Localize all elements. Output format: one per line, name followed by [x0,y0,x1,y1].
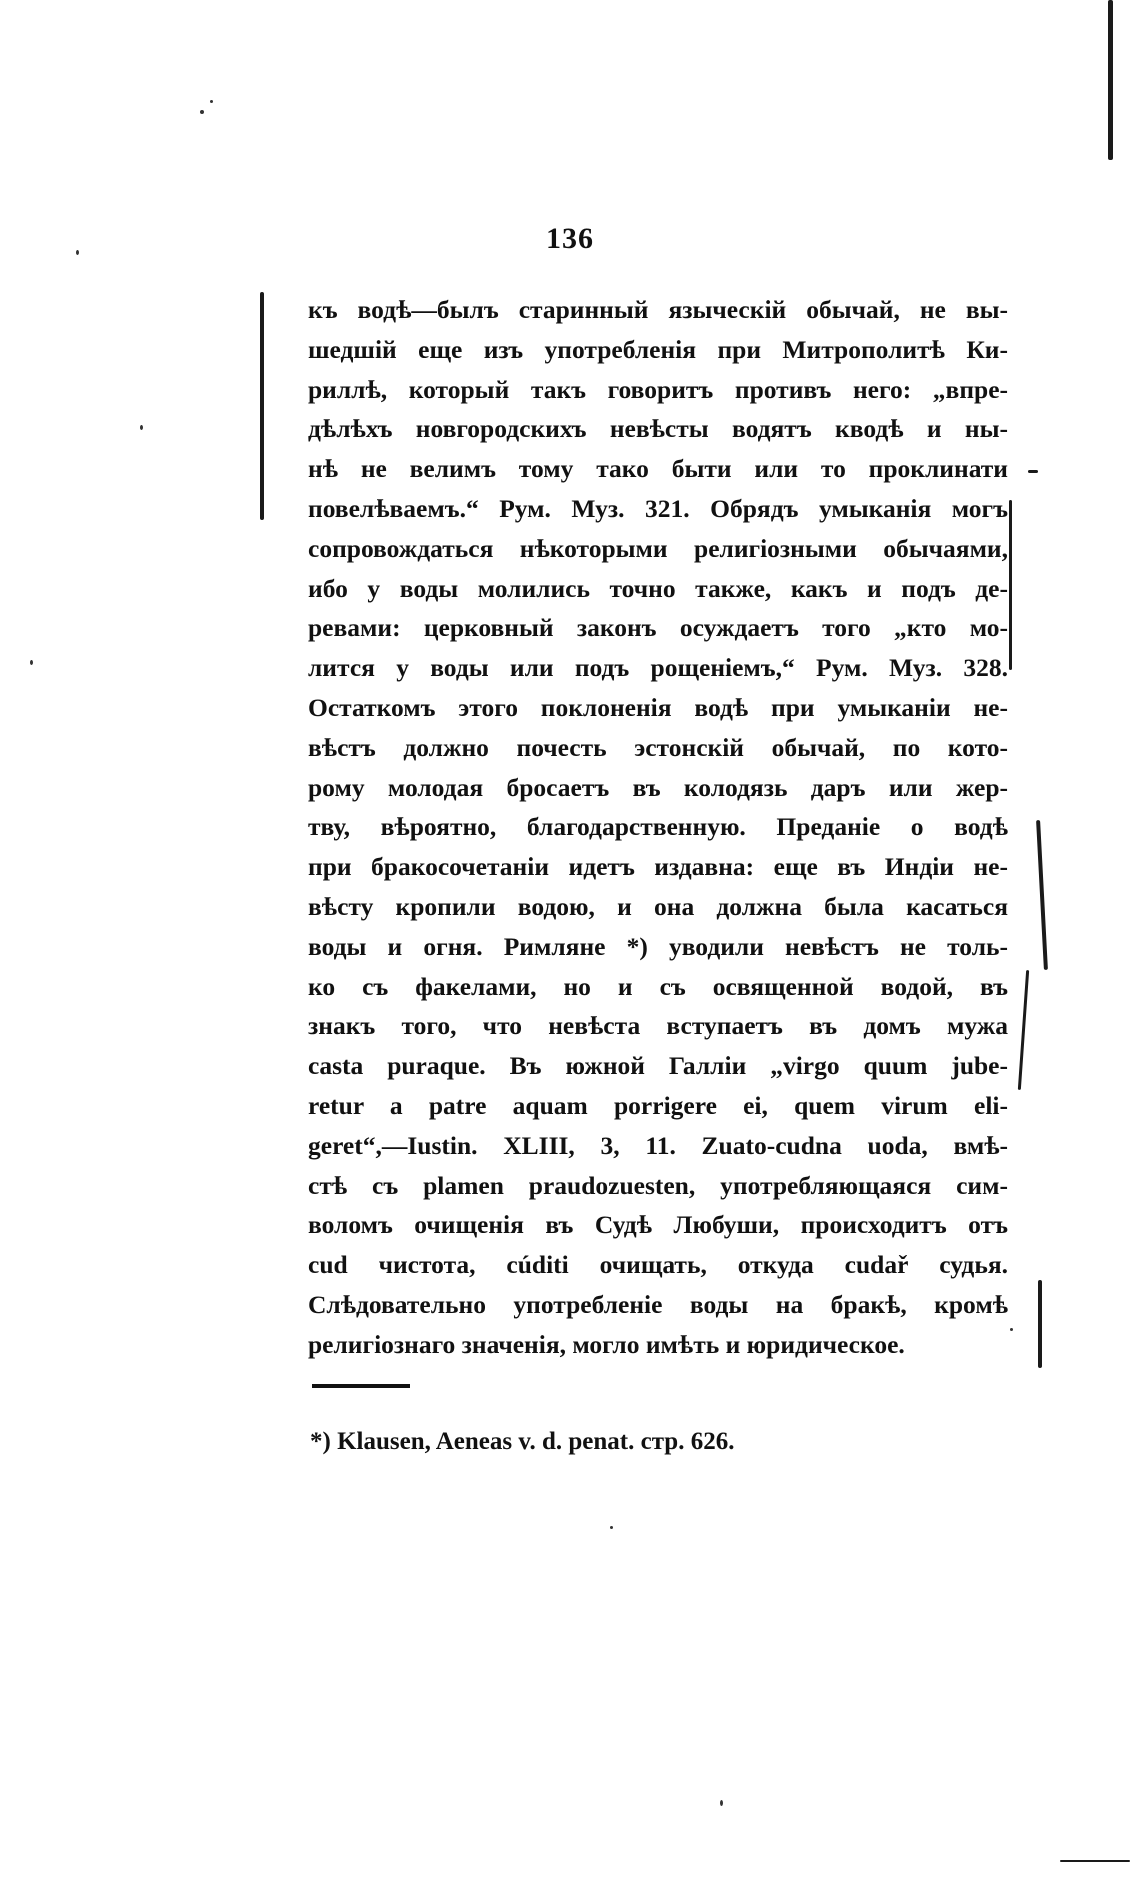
text-line: Остаткомъ этого поклоненія водѣ при умыканіи не- [308,692,1008,722]
speck [1010,1328,1013,1331]
margin-mark-left [260,292,264,520]
text-line: вѣсту кропили водою, и она должна была касаться [308,891,1008,921]
text-line: тву, вѣроятно, благодарственную. Преданіе о водѣ [308,812,1008,842]
page-corner-dash [1060,1860,1130,1862]
page-number: 136 [546,222,594,255]
text-line: вѣстъ должно почесть эстонскій обычай, по кото- [308,732,1008,762]
speck [210,100,213,103]
speck [610,1526,613,1529]
text-line: geret“,—Iustin. XLIII, 3, 11. Zuato-cudna uoda, вмѣ- [308,1130,1008,1160]
text-line: лится у воды или подъ рощеніемъ,“ Рум. Муз. 328. [308,653,1008,683]
margin-mark-right-1 [1009,500,1012,670]
text-line: cud чистота, cúditi очищать, откуда cudař судья. [308,1250,1008,1280]
text-line: нѣ не велимъ тому тако быти или то проклинати [308,454,1008,484]
text-line: сопровождаться нѣкоторыми религіозными обычаями, [308,533,1008,563]
text-line: стѣ съ plamen praudozuesten, употребляющаяся сим- [308,1170,1008,1200]
body-text [308,290,1008,1365]
text-line: ко съ факелами, но и съ освященной водой, въ [308,971,1008,1001]
text-line: при бракосочетаніи идетъ издавна: еще въ Индіи не- [308,852,1008,882]
footnote-divider [312,1384,410,1388]
text-line: къ водѣ—былъ старинный языческій обычай, не вы- [308,295,1008,324]
footnote: *) Klausen, Aeneas v. d. penat. стр. 626. [310,1428,735,1455]
speck [200,110,204,114]
speck [720,1800,723,1806]
text-line: retur a patre aquam porrigere ei, quem virum eli- [308,1090,1008,1120]
margin-mark-right-4 [1038,1280,1042,1368]
text-line: ревами: церковный законъ осуждаетъ того „кто мо- [308,613,1008,643]
speck [140,425,143,430]
margin-mark-dash [1028,470,1038,473]
text-line: религіознаго значенія, могло имѣть и юридическое. [308,1329,905,1359]
text-line: шедшій еще изъ употребленія при Митрополитѣ Ки- [308,334,1008,364]
speck [30,660,33,665]
text-line: знакъ того, что невѣста вступаетъ въ домъ мужа [308,1011,1008,1041]
text-line: дѣлѣхъ новгородскихъ невѣсты водятъ кводѣ и ны- [308,414,1008,444]
text-line: повелѣваемъ.“ Рум. Муз. 321. Обрядъ умыканія могъ [308,493,1008,523]
text-line: воды и огня. Римляне *) уводили невѣстъ не толь- [308,931,1008,961]
margin-mark-right-2 [1036,820,1048,970]
text-line: Слѣдовательно употребленіе воды на бракѣ, кромѣ [308,1289,1008,1319]
text-line: риллѣ, который такъ говоритъ противъ него: „впре- [308,374,1008,404]
text-line: рому молодая бросаетъ въ колодязь даръ или жер- [308,772,1008,802]
margin-mark-right-3 [1018,970,1029,1090]
speck [76,250,79,255]
page-edge-line [1108,0,1113,160]
text-line: воломъ очищенія въ Судѣ Любуши, происходитъ отъ [308,1210,1008,1240]
text-line: ибо у воды молились точно также, какъ и подъ де- [308,573,1008,603]
text-line: casta puraque. Въ южной Галліи „virgo quum jube- [308,1051,1008,1081]
